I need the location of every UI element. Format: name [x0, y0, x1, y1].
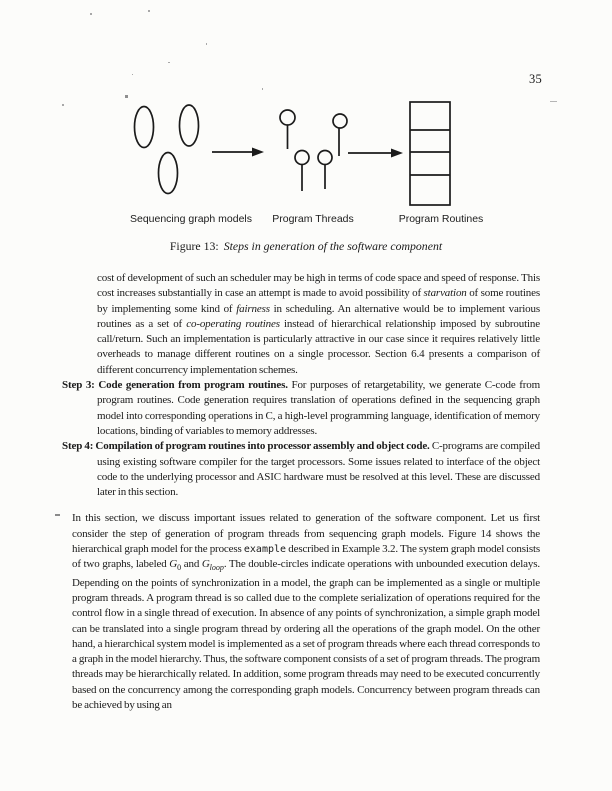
scan-noise-speck [125, 95, 128, 98]
arrow-right-icon [212, 148, 264, 157]
body-text-block [62, 271, 540, 713]
scan-noise-dash [550, 101, 557, 102]
figure-label-program-routines: Program Routines [398, 213, 484, 225]
program-routines-icon [410, 102, 450, 205]
program-threads-icon [280, 110, 347, 191]
arrow-right-icon [348, 149, 403, 158]
scan-noise-speck [206, 43, 207, 45]
scan-noise-dash [55, 514, 60, 516]
figure-caption-number: Figure 13: [169, 239, 219, 253]
sequencing-graph-models-icon [135, 105, 199, 194]
paragraph-software-component-discussion: In this section, we discuss important issues related to generation of the software component. Let us first consider the step of generation of program threads from sequencing graph models. Figure 14 shows the hierarchical graph model for the process example described in Example 3.2. The system graph model consists of two graphs, labeled $G_0$ and $G_{loop}$. The double-circles indicate operations with unbounded execution delays. Depending on the points of synchronization in a model, the graph can be implemented as a single or multiple program threads. A program thread is so called due to the complete serialization of operations required for the control flow in a single thread of execution. In absence of any points of synchronization, a simple graph model can be translated into a single program thread by ordering all the operations of the graph model. On the other hand, a hierarchical system model is implemented as a set of program threads where each thread corresponds to a graph in the model hierarchy. Thus, the software component consists of a set of program threads. The program threads may be hierarchically related. In addition, some program threads may need to be executed concurrently based on the concurrency among the corresponding graph models. Concurrency between program threads can be achieved by using an [72, 512, 540, 712]
step-4-item: Step 4: Compilation of program routines into processor assembly and object code. C-programs are compiled using existing software compiler for the target processors. Some issues related to interface of the object code to the underlying processor and ASIC hardware must be resolved at this level. These are discussed later in this section. [62, 440, 540, 499]
figure-label-program-threads: Program Threads [272, 213, 354, 225]
page-number: 35 [529, 72, 543, 86]
scan-noise-speck [90, 13, 92, 15]
scan-noise-speck [262, 88, 263, 90]
scan-noise-speck [132, 74, 133, 75]
scan-noise-speck [148, 10, 150, 12]
figure-caption [0, 239, 612, 254]
figure-13-diagram [0, 0, 612, 235]
figure-label-sequencing-graph-models: Sequencing graph models [129, 213, 252, 225]
scan-noise-speck [62, 104, 64, 106]
paragraph-scheduler-cost: cost of development of such an scheduler may be high in terms of code space and speed of response. This cost increases substantially in case an attempt is made to avoid possibility of starvation of some routines by implementing some kind of fairness in scheduling. An alternative would be to implement various routines as a set of co-operating routines instead of hierarchical relationship imposed by subroutine call/return. Such an implementation is particularly attractive in our case since it requires relatively little overheads to manage different routines on a single processor. Section 6.4 presents a comparison of different concurrency implementation schemes. [97, 272, 540, 376]
figure-caption-title: Steps in generation of the software component [223, 239, 443, 253]
scan-noise-speck [168, 62, 170, 63]
step-3-item: Step 3: Code generation from program routines. For purposes of retargetability, we generate C-code from program routines. Code generation requires translation of operations defined in the sequencing graph model into corresponding operations in C, a high-level programming language, identification of memory locations, binding of variables to memory addresses. [62, 379, 541, 437]
